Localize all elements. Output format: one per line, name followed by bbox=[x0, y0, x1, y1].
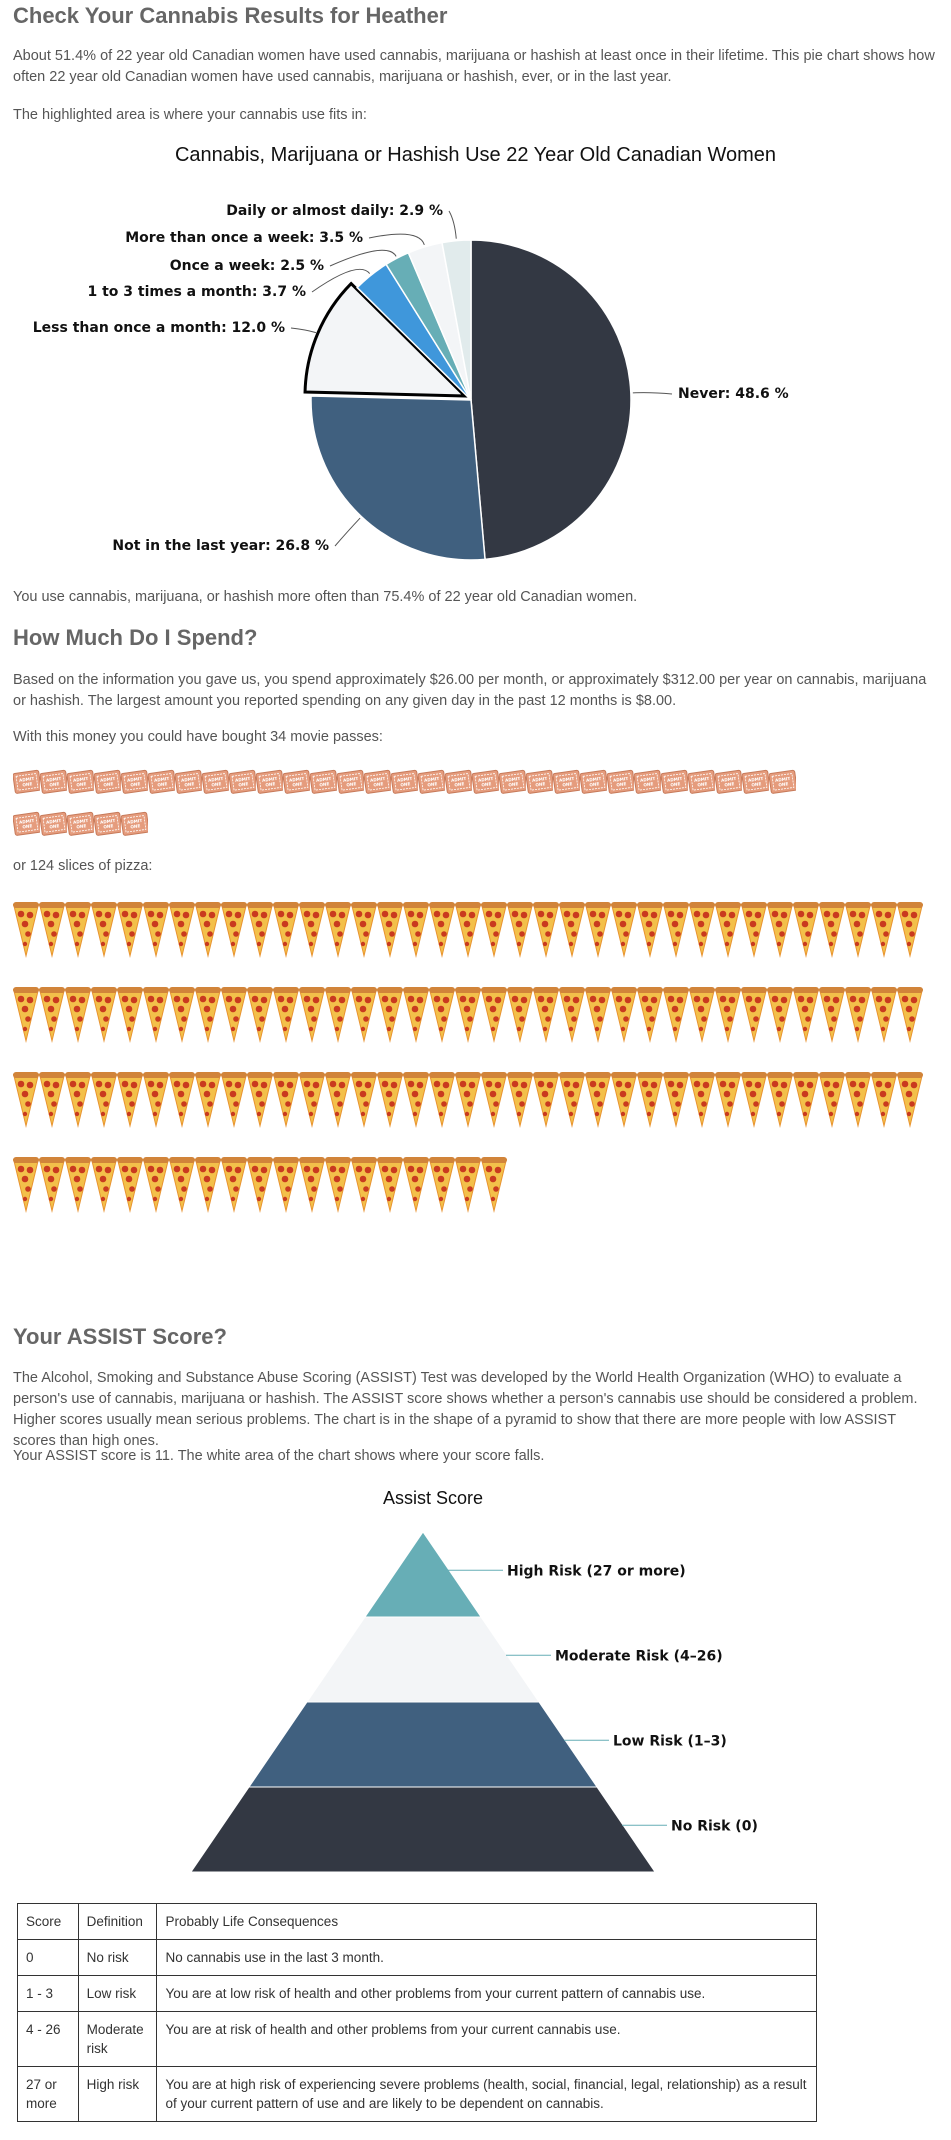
pizza-slice-icon bbox=[455, 1070, 481, 1132]
svg-text:ONE: ONE bbox=[643, 781, 654, 788]
pizza-slice-icon bbox=[195, 985, 221, 1047]
movie-ticket-icon bbox=[553, 766, 580, 798]
pizza-slice-icon bbox=[65, 1070, 91, 1132]
movie-ticket-icon bbox=[526, 766, 553, 798]
svg-text:ADMIT: ADMIT bbox=[774, 775, 791, 783]
svg-text:ONE: ONE bbox=[103, 781, 114, 788]
pie-slice-label: Once a week: 2.5 % bbox=[169, 258, 324, 274]
table-cell: No risk bbox=[78, 1940, 157, 1976]
svg-text:ADMIT: ADMIT bbox=[126, 775, 143, 783]
svg-text:ADMIT: ADMIT bbox=[288, 775, 305, 783]
pizza-slice-icon bbox=[689, 985, 715, 1047]
svg-text:ADMIT: ADMIT bbox=[45, 817, 62, 825]
pyramid-level-no[interactable] bbox=[191, 1787, 655, 1872]
pie-chart bbox=[13, 180, 938, 600]
svg-text:ADMIT: ADMIT bbox=[450, 775, 467, 783]
table-cell: You are at risk of health and other problems from your current cannabis use. bbox=[157, 2012, 817, 2067]
pizza-slice-icon bbox=[429, 900, 455, 962]
pizza-slice-icon bbox=[455, 985, 481, 1047]
pizza-slice-icon bbox=[741, 900, 767, 962]
svg-text:ONE: ONE bbox=[49, 781, 60, 788]
pizza-slice-icon bbox=[65, 985, 91, 1047]
pizza-slice-icon bbox=[169, 1155, 195, 1217]
svg-text:ONE: ONE bbox=[319, 781, 330, 788]
spend-heading: How Much Do I Spend? bbox=[13, 625, 258, 650]
pizza-slice-icon bbox=[351, 985, 377, 1047]
svg-text:ADMIT: ADMIT bbox=[234, 775, 251, 783]
svg-text:ADMIT: ADMIT bbox=[558, 775, 575, 783]
pizza-slice-icon bbox=[377, 1070, 403, 1132]
pie-connector-line bbox=[291, 328, 316, 333]
movie-ticket-icon bbox=[94, 766, 121, 798]
assist-paragraph: The Alcohol, Smoking and Substance Abuse Scoring (ASSIST) Test was developed by the World Health Organization (WHO) to evaluate a person's use of cannabis, marijuana or hashish. The ASSIST score shows whether a person's cannabis use should be considered a problem. Higher scores usually mean serious problems. The chart is in the shape of a pyramid to show that there are more people with low ASSIST scores than high ones. bbox=[13, 1370, 918, 1449]
pizza-slice-icon bbox=[221, 1155, 247, 1217]
pizza-slice-icon bbox=[559, 1070, 585, 1132]
svg-text:ONE: ONE bbox=[427, 781, 438, 788]
pizza-slice-icon bbox=[91, 985, 117, 1047]
table-header-cell: Definition bbox=[78, 1904, 157, 1940]
pizza-slice-icon bbox=[143, 985, 169, 1047]
pizza-slice-icon bbox=[871, 1070, 897, 1132]
svg-text:ONE: ONE bbox=[670, 781, 681, 788]
score-paragraph: Your ASSIST score is 11. The white area of the chart shows where your score falls. bbox=[13, 1448, 545, 1464]
pizza-slice-icon bbox=[611, 1070, 637, 1132]
pie-connector-line bbox=[449, 211, 456, 239]
pyramid-level-label: Moderate Risk (4–26) bbox=[555, 1648, 723, 1665]
pizza-slice-icon bbox=[663, 1070, 689, 1132]
pizza-slice-icon bbox=[897, 1070, 923, 1132]
pizza-slice-icon bbox=[143, 1070, 169, 1132]
movie-ticket-icon bbox=[13, 808, 40, 840]
movie-ticket-icon bbox=[202, 766, 229, 798]
svg-text:ONE: ONE bbox=[157, 781, 168, 788]
table-cell: 27 or more bbox=[18, 2067, 79, 2122]
pizza-slice-icon bbox=[13, 1070, 39, 1132]
pizza-slice-icon bbox=[325, 1155, 351, 1217]
svg-text:ADMIT: ADMIT bbox=[153, 775, 170, 783]
pizza-slice-icon bbox=[13, 1155, 39, 1217]
table-cell: Moderate risk bbox=[78, 2012, 157, 2067]
movie-ticket-icon bbox=[364, 766, 391, 798]
movie-ticket-icon bbox=[67, 808, 94, 840]
svg-text:ONE: ONE bbox=[130, 781, 141, 788]
movie-ticket-icon bbox=[661, 766, 688, 798]
pyramid-level-label: High Risk (27 or more) bbox=[507, 1563, 686, 1580]
pizza-slice-icon bbox=[169, 1070, 195, 1132]
svg-text:ONE: ONE bbox=[616, 781, 627, 788]
movie-ticket-icon bbox=[40, 808, 67, 840]
movie-ticket-icon bbox=[229, 766, 256, 798]
movie-ticket-icon bbox=[13, 766, 40, 798]
svg-text:ADMIT: ADMIT bbox=[18, 817, 35, 825]
pizza-slice-icon bbox=[611, 985, 637, 1047]
pizza-slice-icon bbox=[13, 985, 39, 1047]
pizza-slice-icon bbox=[481, 900, 507, 962]
pizza-slice-icon bbox=[403, 1155, 429, 1217]
pizza-slice-icon bbox=[13, 900, 39, 962]
svg-text:ONE: ONE bbox=[184, 781, 195, 788]
pizza-slice-icon bbox=[325, 900, 351, 962]
pie-slice-label: 1 to 3 times a month: 3.7 % bbox=[87, 284, 306, 300]
pizza-slice-icon bbox=[351, 900, 377, 962]
svg-text:ONE: ONE bbox=[535, 781, 546, 788]
svg-text:ONE: ONE bbox=[589, 781, 600, 788]
pizza-slice-icon bbox=[39, 900, 65, 962]
pizza-slice-icon bbox=[455, 900, 481, 962]
pizza-slice-icon bbox=[637, 900, 663, 962]
intro-paragraph: About 51.4% of 22 year old Canadian women have used cannabis, marijuana or hashish at least once in their lifetime. This pie chart shows how often 22 year old Canadian women have used cannabis, marijuana or hashish, ever, or in the last year. bbox=[13, 48, 935, 85]
svg-text:ADMIT: ADMIT bbox=[261, 775, 278, 783]
pyramid-level-moderate[interactable] bbox=[307, 1617, 539, 1702]
highlight-paragraph: The highlighted area is where your cannabis use fits in: bbox=[13, 107, 367, 123]
pizza-slice-icon bbox=[533, 900, 559, 962]
movie-pass-row bbox=[13, 808, 148, 840]
svg-text:ONE: ONE bbox=[22, 823, 33, 830]
assist-heading: Your ASSIST Score? bbox=[13, 1324, 227, 1349]
pizza-slice-icon bbox=[247, 900, 273, 962]
pizza-slice-icon bbox=[845, 900, 871, 962]
svg-text:ONE: ONE bbox=[49, 823, 60, 830]
svg-text:ONE: ONE bbox=[751, 781, 762, 788]
pizza-slice-icon bbox=[819, 900, 845, 962]
pizza-slice-icon bbox=[351, 1155, 377, 1217]
pizza-slice-icon bbox=[299, 1155, 325, 1217]
pizza-slice-icon bbox=[793, 1070, 819, 1132]
movie-ticket-icon bbox=[715, 766, 742, 798]
pie-slice-label: Less than once a month: 12.0 % bbox=[32, 320, 285, 336]
svg-text:ADMIT: ADMIT bbox=[639, 775, 656, 783]
pizza-slice-icon bbox=[403, 900, 429, 962]
pizza-slice-icon bbox=[39, 1155, 65, 1217]
svg-text:ONE: ONE bbox=[562, 781, 573, 788]
movie-ticket-icon bbox=[499, 766, 526, 798]
svg-text:ONE: ONE bbox=[22, 781, 33, 788]
pizza-slice-icon bbox=[299, 900, 325, 962]
svg-text:ADMIT: ADMIT bbox=[477, 775, 494, 783]
svg-text:ADMIT: ADMIT bbox=[99, 775, 116, 783]
pizza-slice-icon bbox=[273, 985, 299, 1047]
pyramid-level-label: No Risk (0) bbox=[671, 1818, 758, 1835]
table-cell: 4 - 26 bbox=[18, 2012, 79, 2067]
movie-ticket-icon bbox=[310, 766, 337, 798]
pizza-slice-icon bbox=[689, 900, 715, 962]
pizza-slice-icon bbox=[117, 985, 143, 1047]
pizza-slice-icon bbox=[481, 985, 507, 1047]
pizza-slice-icon bbox=[195, 1155, 221, 1217]
movie-ticket-icon bbox=[283, 766, 310, 798]
pie-slice-label: Daily or almost daily: 2.9 % bbox=[226, 203, 443, 219]
svg-text:ONE: ONE bbox=[346, 781, 357, 788]
svg-text:ADMIT: ADMIT bbox=[99, 817, 116, 825]
svg-text:ONE: ONE bbox=[292, 781, 303, 788]
table-header-cell: Score bbox=[18, 1904, 79, 1940]
svg-text:ADMIT: ADMIT bbox=[342, 775, 359, 783]
movie-ticket-icon bbox=[391, 766, 418, 798]
movie-ticket-icon bbox=[418, 766, 445, 798]
svg-text:ONE: ONE bbox=[373, 781, 384, 788]
svg-text:ONE: ONE bbox=[400, 781, 411, 788]
pizza-slice-icon bbox=[247, 1155, 273, 1217]
svg-text:ADMIT: ADMIT bbox=[504, 775, 521, 783]
movie-pass-row bbox=[13, 766, 796, 798]
pizza-slice-icon bbox=[377, 900, 403, 962]
pizza-slice-icon bbox=[663, 985, 689, 1047]
table-cell: 0 bbox=[18, 1940, 79, 1976]
svg-text:ADMIT: ADMIT bbox=[666, 775, 683, 783]
svg-text:ONE: ONE bbox=[508, 781, 519, 788]
svg-text:ONE: ONE bbox=[103, 823, 114, 830]
assist-pyramid-chart bbox=[13, 1520, 938, 1880]
svg-text:ONE: ONE bbox=[724, 781, 735, 788]
pizza-slice-row bbox=[13, 985, 923, 1047]
movie-ticket-icon bbox=[40, 766, 67, 798]
pizza-slice-icon bbox=[819, 1070, 845, 1132]
svg-text:ONE: ONE bbox=[265, 781, 276, 788]
pizza-slice-icon bbox=[143, 900, 169, 962]
movie-ticket-icon bbox=[634, 766, 661, 798]
pizza-slice-icon bbox=[117, 900, 143, 962]
pizza-slice-icon bbox=[455, 1155, 481, 1217]
pizza-slice-icon bbox=[559, 985, 585, 1047]
svg-text:ADMIT: ADMIT bbox=[72, 775, 89, 783]
pizza-slice-icon bbox=[585, 985, 611, 1047]
movie-ticket-icon bbox=[580, 766, 607, 798]
svg-text:ADMIT: ADMIT bbox=[207, 775, 224, 783]
pizza-slice-icon bbox=[507, 900, 533, 962]
pizza-slice-icon bbox=[299, 1070, 325, 1132]
pie-slice-not-in-the-last-year[interactable] bbox=[311, 396, 485, 560]
pizza-slice-icon bbox=[767, 985, 793, 1047]
pizza-slice-icon bbox=[481, 1155, 507, 1217]
svg-text:ADMIT: ADMIT bbox=[423, 775, 440, 783]
pizza-slice-icon bbox=[351, 1070, 377, 1132]
pizza-slice-icon bbox=[689, 1070, 715, 1132]
pie-slice-never[interactable] bbox=[471, 240, 631, 559]
pizza-slice-icon bbox=[429, 1070, 455, 1132]
pizza-slice-icon bbox=[871, 900, 897, 962]
pizza-slice-row bbox=[13, 1070, 923, 1132]
pizza-slice-icon bbox=[247, 985, 273, 1047]
svg-text:ADMIT: ADMIT bbox=[585, 775, 602, 783]
table-row bbox=[18, 2012, 817, 2067]
svg-text:ONE: ONE bbox=[238, 781, 249, 788]
pizza-slice-icon bbox=[429, 985, 455, 1047]
movie-ticket-icon bbox=[337, 766, 364, 798]
svg-text:ADMIT: ADMIT bbox=[369, 775, 386, 783]
movie-ticket-icon bbox=[769, 766, 796, 798]
movie-ticket-icon bbox=[256, 766, 283, 798]
pizza-slice-icon bbox=[585, 1070, 611, 1132]
svg-text:ADMIT: ADMIT bbox=[18, 775, 35, 783]
pizza-paragraph: or 124 slices of pizza: bbox=[13, 858, 153, 874]
table-cell: You are at low risk of health and other problems from your current pattern of cannabis use. bbox=[157, 1976, 817, 2012]
svg-text:ADMIT: ADMIT bbox=[693, 775, 710, 783]
pizza-slice-icon bbox=[169, 900, 195, 962]
pie-connector-line bbox=[369, 234, 424, 245]
svg-text:ADMIT: ADMIT bbox=[747, 775, 764, 783]
pizza-slice-icon bbox=[741, 1070, 767, 1132]
pizza-slice-icon bbox=[65, 1155, 91, 1217]
pizza-slice-icon bbox=[637, 1070, 663, 1132]
movie-ticket-icon bbox=[94, 808, 121, 840]
pie-chart-title: Cannabis, Marijuana or Hashish Use 22 Year Old Canadian Women bbox=[174, 144, 777, 166]
svg-text:ONE: ONE bbox=[697, 781, 708, 788]
svg-text:ONE: ONE bbox=[76, 823, 87, 830]
pizza-slice-icon bbox=[481, 1070, 507, 1132]
pizza-slice-icon bbox=[715, 1070, 741, 1132]
spend-paragraph: Based on the information you gave us, you spend approximately $26.00 per month, or approximately $312.00 per year on cannabis, marijuana or hashish. The largest amount you reported spending on any given day in the past 12 months is $8.00. bbox=[13, 672, 927, 709]
pizza-slice-icon bbox=[195, 1070, 221, 1132]
compare-paragraph: You use cannabis, marijuana, or hashish more often than 75.4% of 22 year old Canadian women. bbox=[13, 589, 638, 605]
pie-slice-label: More than once a week: 3.5 % bbox=[125, 230, 363, 246]
pizza-slice-icon bbox=[377, 985, 403, 1047]
movie-ticket-icon bbox=[742, 766, 769, 798]
movies-paragraph: With this money you could have bought 34 movie passes: bbox=[13, 729, 383, 745]
pizza-slice-icon bbox=[767, 1070, 793, 1132]
pizza-slice-icon bbox=[403, 1070, 429, 1132]
svg-text:ONE: ONE bbox=[454, 781, 465, 788]
svg-text:ADMIT: ADMIT bbox=[180, 775, 197, 783]
assist-score-table bbox=[17, 1903, 817, 2122]
movie-ticket-icon bbox=[121, 808, 148, 840]
pizza-slice-icon bbox=[299, 985, 325, 1047]
pizza-slice-icon bbox=[897, 985, 923, 1047]
pizza-slice-icon bbox=[429, 1155, 455, 1217]
pizza-slice-icon bbox=[559, 900, 585, 962]
pizza-slice-icon bbox=[637, 985, 663, 1047]
pizza-slice-icon bbox=[767, 900, 793, 962]
pie-slice-label: Not in the last year: 26.8 % bbox=[112, 538, 329, 554]
pie-connector-line bbox=[633, 393, 672, 394]
table-header-cell: Probably Life Consequences bbox=[157, 1904, 817, 1940]
pizza-slice-icon bbox=[325, 985, 351, 1047]
pizza-slice-icon bbox=[39, 1070, 65, 1132]
pizza-slice-icon bbox=[845, 985, 871, 1047]
movie-ticket-icon bbox=[607, 766, 634, 798]
pizza-slice-icon bbox=[273, 1155, 299, 1217]
pizza-slice-icon bbox=[871, 985, 897, 1047]
table-row bbox=[18, 1976, 817, 2012]
table-cell: You are at high risk of experiencing severe problems (health, social, financial, legal, relationship) as a result of your current pattern of use and are likely to be dependent on cannabis. bbox=[157, 2067, 817, 2122]
pizza-slice-icon bbox=[169, 985, 195, 1047]
pizza-slice-icon bbox=[221, 985, 247, 1047]
movie-ticket-icon bbox=[472, 766, 499, 798]
pizza-slice-icon bbox=[221, 1070, 247, 1132]
svg-text:ADMIT: ADMIT bbox=[315, 775, 332, 783]
movie-ticket-icon bbox=[67, 766, 94, 798]
pizza-slice-icon bbox=[585, 900, 611, 962]
svg-text:ADMIT: ADMIT bbox=[72, 817, 89, 825]
pie-slice-label: Never: 48.6 % bbox=[678, 386, 789, 402]
pizza-slice-icon bbox=[273, 1070, 299, 1132]
pizza-slice-icon bbox=[91, 1155, 117, 1217]
movie-ticket-icon bbox=[445, 766, 472, 798]
pizza-slice-icon bbox=[611, 900, 637, 962]
pizza-slice-icon bbox=[273, 900, 299, 962]
movie-ticket-icon bbox=[175, 766, 202, 798]
pizza-slice-icon bbox=[117, 1070, 143, 1132]
pizza-slice-icon bbox=[897, 900, 923, 962]
svg-text:ADMIT: ADMIT bbox=[531, 775, 548, 783]
movie-ticket-icon bbox=[121, 766, 148, 798]
pizza-slice-icon bbox=[91, 1070, 117, 1132]
svg-text:ONE: ONE bbox=[76, 781, 87, 788]
pyramid-level-high[interactable] bbox=[365, 1532, 481, 1617]
pizza-slice-icon bbox=[507, 1070, 533, 1132]
table-cell: Low risk bbox=[78, 1976, 157, 2012]
table-cell: 1 - 3 bbox=[18, 1976, 79, 2012]
pizza-slice-row bbox=[13, 900, 923, 962]
table-row bbox=[18, 2067, 817, 2122]
pizza-slice-icon bbox=[533, 1070, 559, 1132]
table-header-row bbox=[18, 1904, 817, 1940]
svg-text:ONE: ONE bbox=[778, 781, 789, 788]
table-row bbox=[18, 1940, 817, 1976]
pizza-slice-icon bbox=[65, 900, 91, 962]
results-heading: Check Your Cannabis Results for Heather bbox=[13, 3, 448, 28]
pizza-slice-icon bbox=[715, 900, 741, 962]
pizza-slice-icon bbox=[143, 1155, 169, 1217]
pizza-slice-icon bbox=[533, 985, 559, 1047]
pizza-slice-icon bbox=[117, 1155, 143, 1217]
svg-text:ONE: ONE bbox=[130, 823, 141, 830]
pyramid-level-low[interactable] bbox=[249, 1702, 597, 1787]
pizza-slice-icon bbox=[247, 1070, 273, 1132]
svg-text:ONE: ONE bbox=[211, 781, 222, 788]
svg-text:ADMIT: ADMIT bbox=[396, 775, 413, 783]
pizza-slice-icon bbox=[325, 1070, 351, 1132]
svg-text:ADMIT: ADMIT bbox=[126, 817, 143, 825]
pizza-slice-icon bbox=[741, 985, 767, 1047]
pie-connector-line bbox=[335, 518, 360, 546]
table-cell: High risk bbox=[78, 2067, 157, 2122]
svg-text:ONE: ONE bbox=[481, 781, 492, 788]
pizza-slice-icon bbox=[195, 900, 221, 962]
pizza-slice-icon bbox=[715, 985, 741, 1047]
pizza-slice-icon bbox=[845, 1070, 871, 1132]
pizza-slice-icon bbox=[819, 985, 845, 1047]
svg-text:ADMIT: ADMIT bbox=[612, 775, 629, 783]
pyramid-level-label: Low Risk (1–3) bbox=[613, 1733, 727, 1750]
pizza-slice-icon bbox=[91, 900, 117, 962]
pizza-slice-icon bbox=[793, 985, 819, 1047]
pizza-slice-icon bbox=[663, 900, 689, 962]
movie-ticket-icon bbox=[148, 766, 175, 798]
svg-text:ADMIT: ADMIT bbox=[45, 775, 62, 783]
pizza-slice-icon bbox=[403, 985, 429, 1047]
movie-ticket-icon bbox=[688, 766, 715, 798]
svg-text:ADMIT: ADMIT bbox=[720, 775, 737, 783]
pyramid-title: Assist Score bbox=[382, 1488, 484, 1508]
pizza-slice-icon bbox=[39, 985, 65, 1047]
pizza-slice-icon bbox=[377, 1155, 403, 1217]
pizza-slice-row bbox=[13, 1155, 507, 1217]
pizza-slice-icon bbox=[507, 985, 533, 1047]
pizza-slice-icon bbox=[221, 900, 247, 962]
table-cell: No cannabis use in the last 3 month. bbox=[157, 1940, 817, 1976]
pizza-slice-icon bbox=[793, 900, 819, 962]
